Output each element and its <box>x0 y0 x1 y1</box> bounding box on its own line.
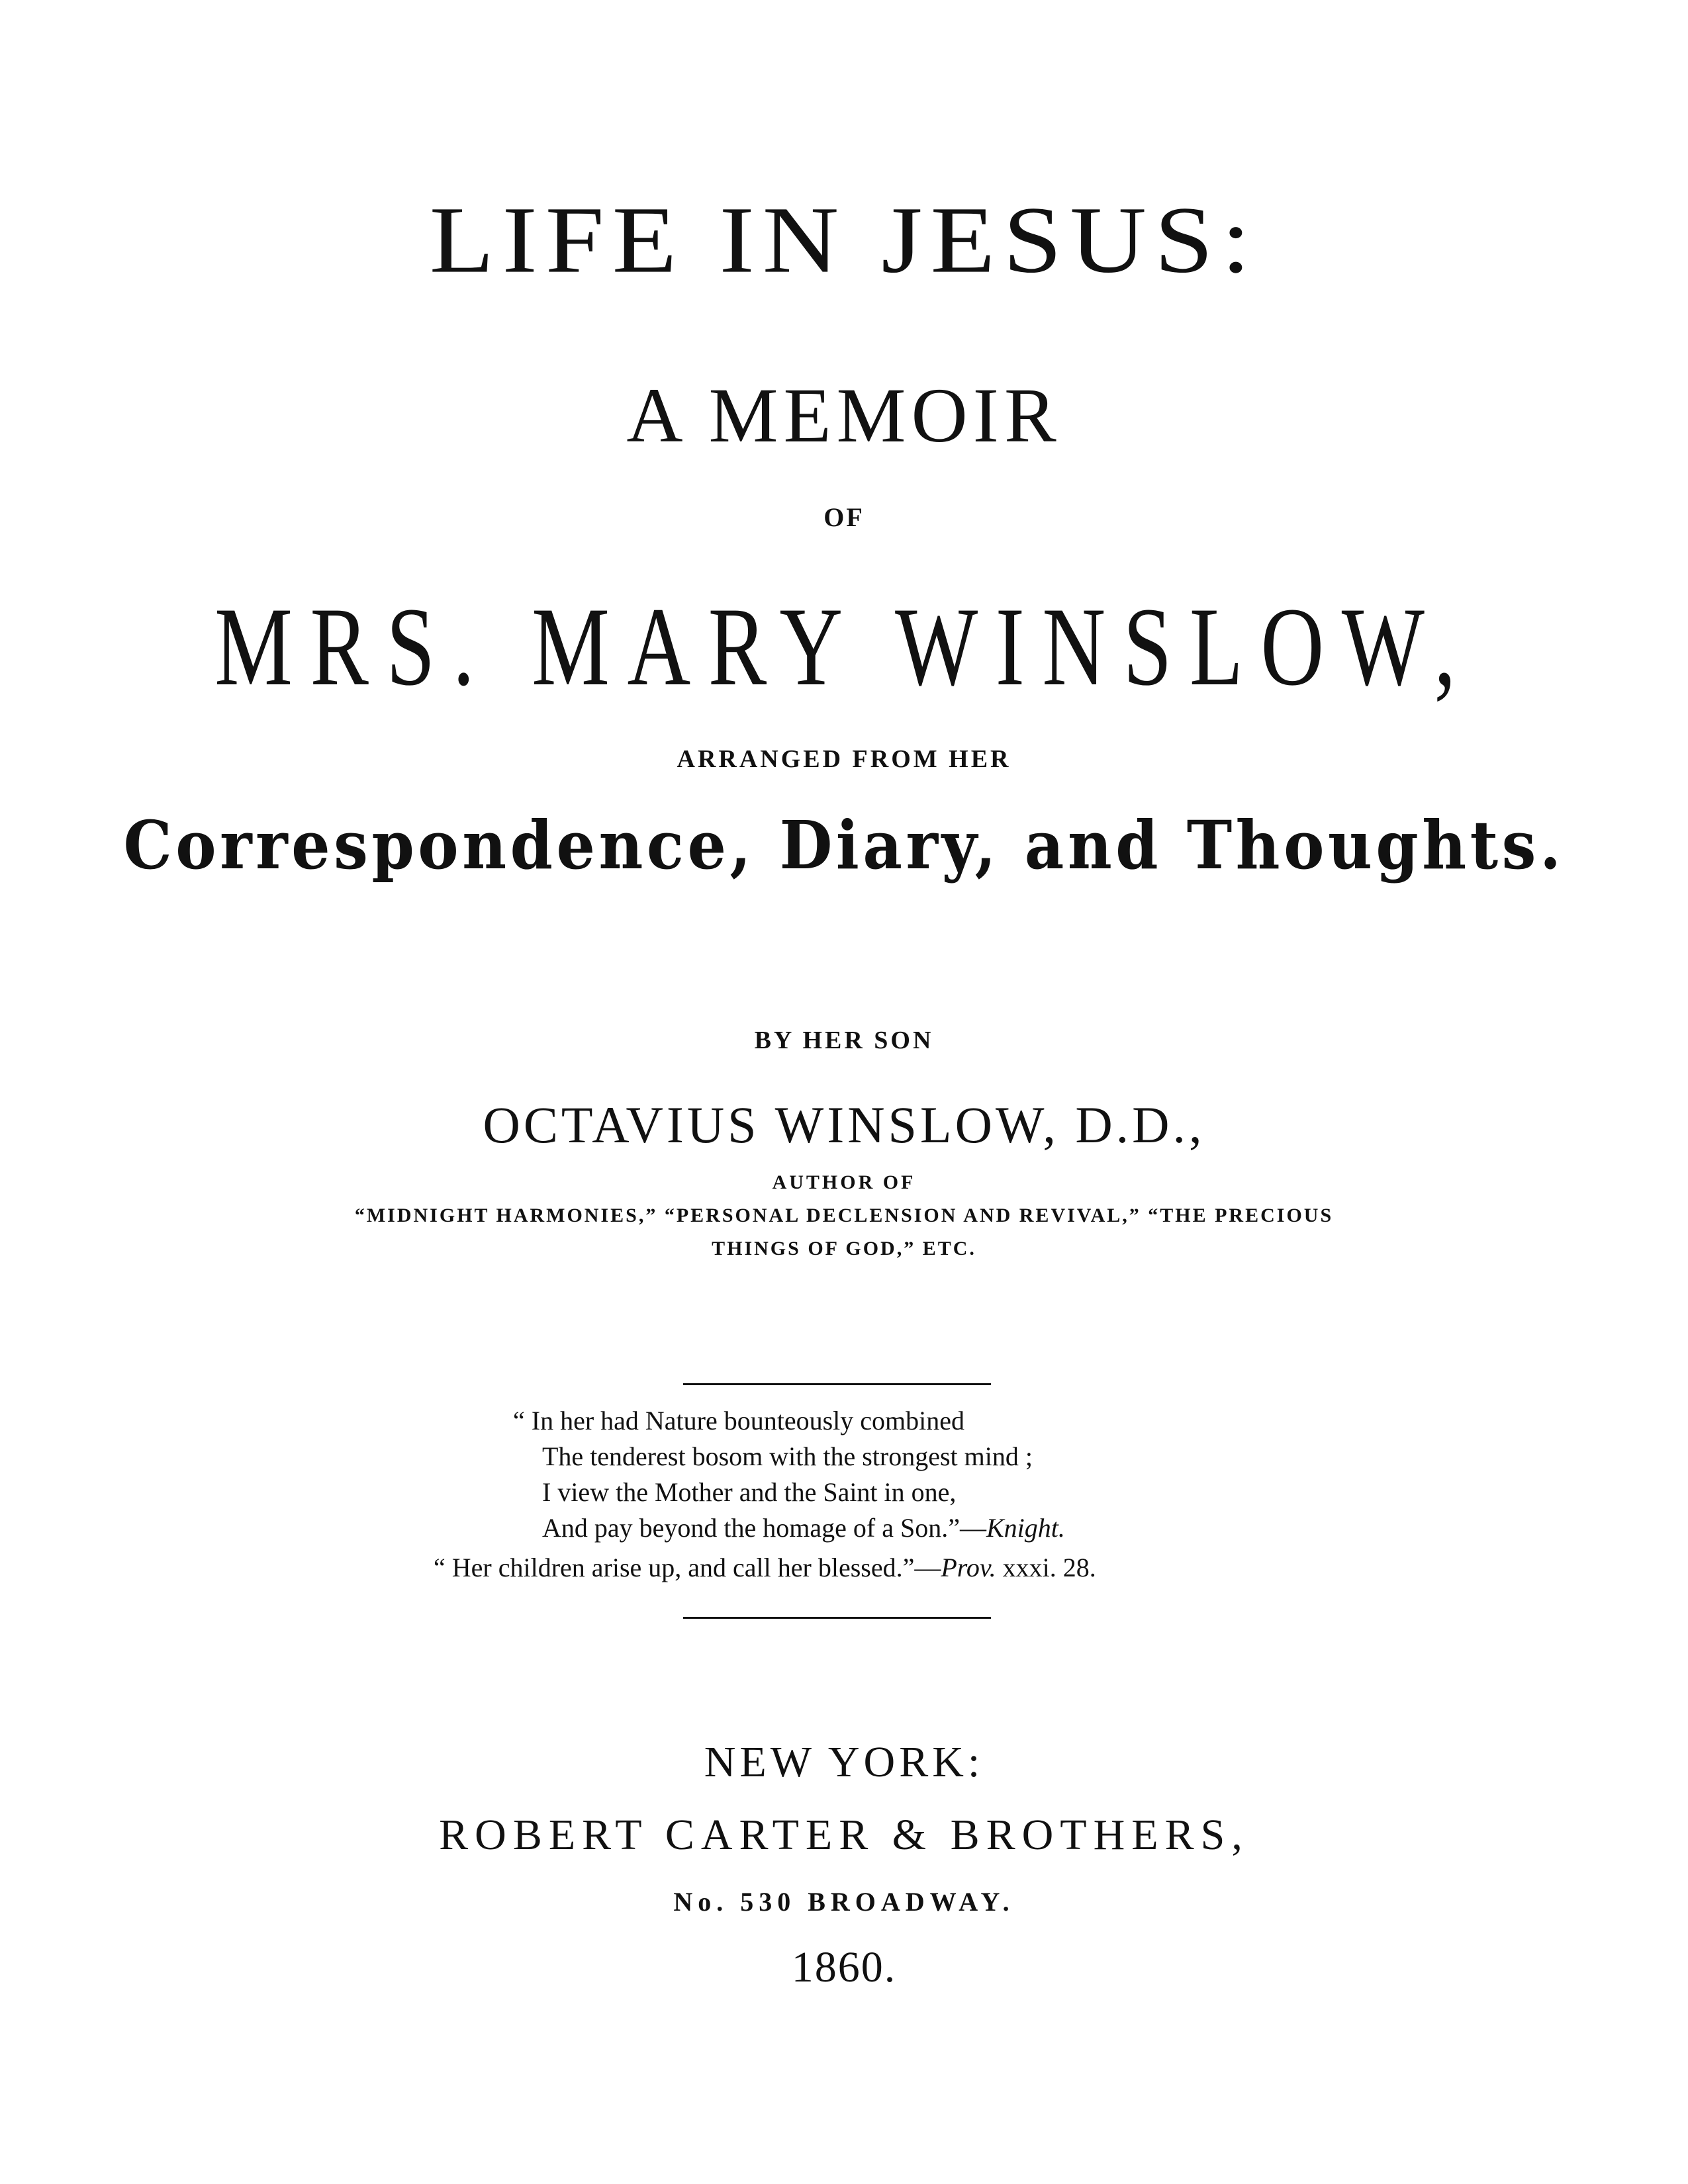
author-name: OCTAVIUS WINSLOW, D.D., <box>483 1096 1205 1154</box>
epigraph-line-2: The tenderest bosom with the strongest mind ; <box>542 1441 1033 1471</box>
other-works-line-2: THINGS OF GOD,” ETC. <box>712 1238 976 1259</box>
epigraph-poem <box>513 1403 1065 1546</box>
of-label: OF <box>823 502 865 532</box>
imprint-year: 1860. <box>791 1943 897 1991</box>
epigraph-line-3: I view the Mother and the Saint in one, <box>542 1477 957 1507</box>
proverbs-ref-book: Prov. <box>941 1553 996 1582</box>
proverbs-ref-verse: xxxi. 28. <box>996 1553 1096 1582</box>
imprint-publisher: ROBERT CARTER & BROTHERS, <box>439 1811 1249 1859</box>
sources-line: Correspondence, Diary, and Thoughts. <box>123 806 1565 884</box>
by-line: BY HER SON <box>754 1026 934 1054</box>
proverbs-text: “ Her children arise up, and call her blessed.”— <box>434 1553 941 1582</box>
imprint-city: NEW YORK: <box>704 1738 984 1786</box>
book-subtitle: A MEMOIR <box>626 372 1062 459</box>
imprint-address: No. 530 BROADWAY. <box>673 1887 1015 1917</box>
epigraph-top-rule <box>683 1383 991 1385</box>
epigraph-bottom-rule <box>683 1617 991 1619</box>
author-of-label: AUTHOR OF <box>772 1171 916 1193</box>
subject-name: MRS. MARY WINSLOW, <box>214 584 1474 709</box>
proverbs-quote <box>434 1552 1096 1583</box>
arranged-label: ARRANGED FROM HER <box>677 745 1011 773</box>
epigraph-line-1: “ In her had Nature bounteously combined <box>513 1406 965 1435</box>
epigraph-attribution: Knight. <box>986 1513 1065 1543</box>
epigraph-line-4 <box>513 1510 1065 1546</box>
book-title: LIFE IN JESUS: <box>429 186 1259 293</box>
other-works-line-1: “MIDNIGHT HARMONIES,” “PERSONAL DECLENSION AND REVIVAL,” “THE PRECIOUS <box>354 1205 1334 1226</box>
epigraph-line-4-text: And pay beyond the homage of a Son.”— <box>542 1513 986 1543</box>
